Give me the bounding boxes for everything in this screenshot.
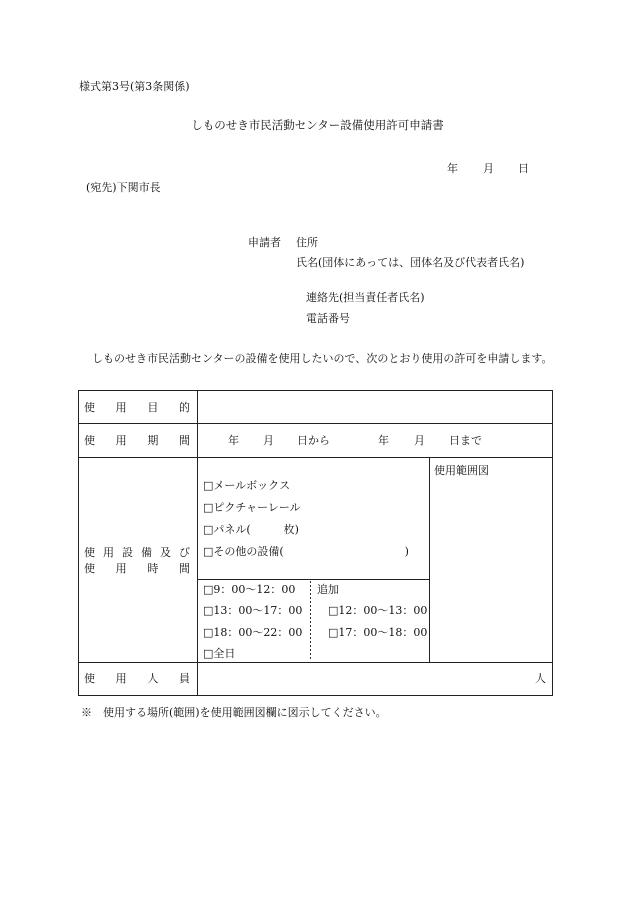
- option-picture-rail[interactable]: □ピクチャーレール: [203, 501, 301, 514]
- document-title: しものせき市民活動センター設備使用許可申請書: [191, 118, 444, 132]
- application-statement: しものせき市民活動センターの設備を使用したいので、次のとおり使用の許可を申請します。: [92, 352, 553, 365]
- time-option-afternoon[interactable]: □13：00～17：00: [203, 604, 303, 617]
- applicant-label: 申請者: [248, 236, 281, 249]
- note: ※ 使用する場所(範囲)を使用範囲図欄に図示してください。: [81, 706, 387, 719]
- extra-time-label: 追加: [317, 583, 339, 596]
- option-panel[interactable]: □パネル( 枚): [203, 523, 299, 536]
- time-option-all-day[interactable]: □全日: [203, 647, 236, 660]
- period-label: 使 用 期 間: [84, 434, 190, 447]
- contact-label: 連絡先(担当責任者氏名): [306, 291, 425, 304]
- form-number: 様式第3号(第3条関係): [79, 80, 190, 93]
- equipment-label-line2: 使 用 時 間: [84, 562, 190, 575]
- period-year1: 年: [228, 434, 239, 447]
- period-month2: 月: [414, 434, 425, 447]
- period-month1: 月: [263, 434, 274, 447]
- period-day-from: 日から: [297, 434, 330, 447]
- extra-option-evening[interactable]: □17：00～18：00: [328, 626, 428, 639]
- option-mailbox[interactable]: □メールボックス: [203, 479, 291, 492]
- period-day-to: 日まで: [449, 434, 482, 447]
- date-month-label: 月: [483, 162, 494, 175]
- people-label: 使 用 人 員: [84, 672, 190, 685]
- date-day-label: 日: [518, 162, 529, 175]
- usage-diagram-label: 使用範囲図: [434, 464, 489, 477]
- time-option-evening[interactable]: □18：00～22：00: [203, 626, 303, 639]
- extra-option-noon[interactable]: □12：00～13：00: [328, 604, 428, 617]
- equipment-label-line1: 使 用 設 備 及 び: [84, 546, 190, 559]
- addressee: (宛先)下関市長: [86, 181, 161, 194]
- date-year-label: 年: [447, 162, 458, 175]
- people-unit: 人: [535, 672, 546, 685]
- purpose-field[interactable]: [199, 392, 551, 422]
- people-count-field[interactable]: [199, 664, 529, 694]
- time-option-morning[interactable]: □9：00～12：00: [203, 583, 296, 596]
- usage-diagram-area[interactable]: [431, 476, 551, 661]
- address-label: 住所: [296, 236, 318, 249]
- period-year2: 年: [378, 434, 389, 447]
- phone-label: 電話番号: [306, 312, 350, 325]
- purpose-label: 使 用 目 的: [84, 401, 190, 414]
- option-other-equipment[interactable]: □その他の設備( ): [203, 545, 409, 558]
- name-label: 氏名(団体にあっては、団体名及び代表者氏名): [296, 256, 525, 269]
